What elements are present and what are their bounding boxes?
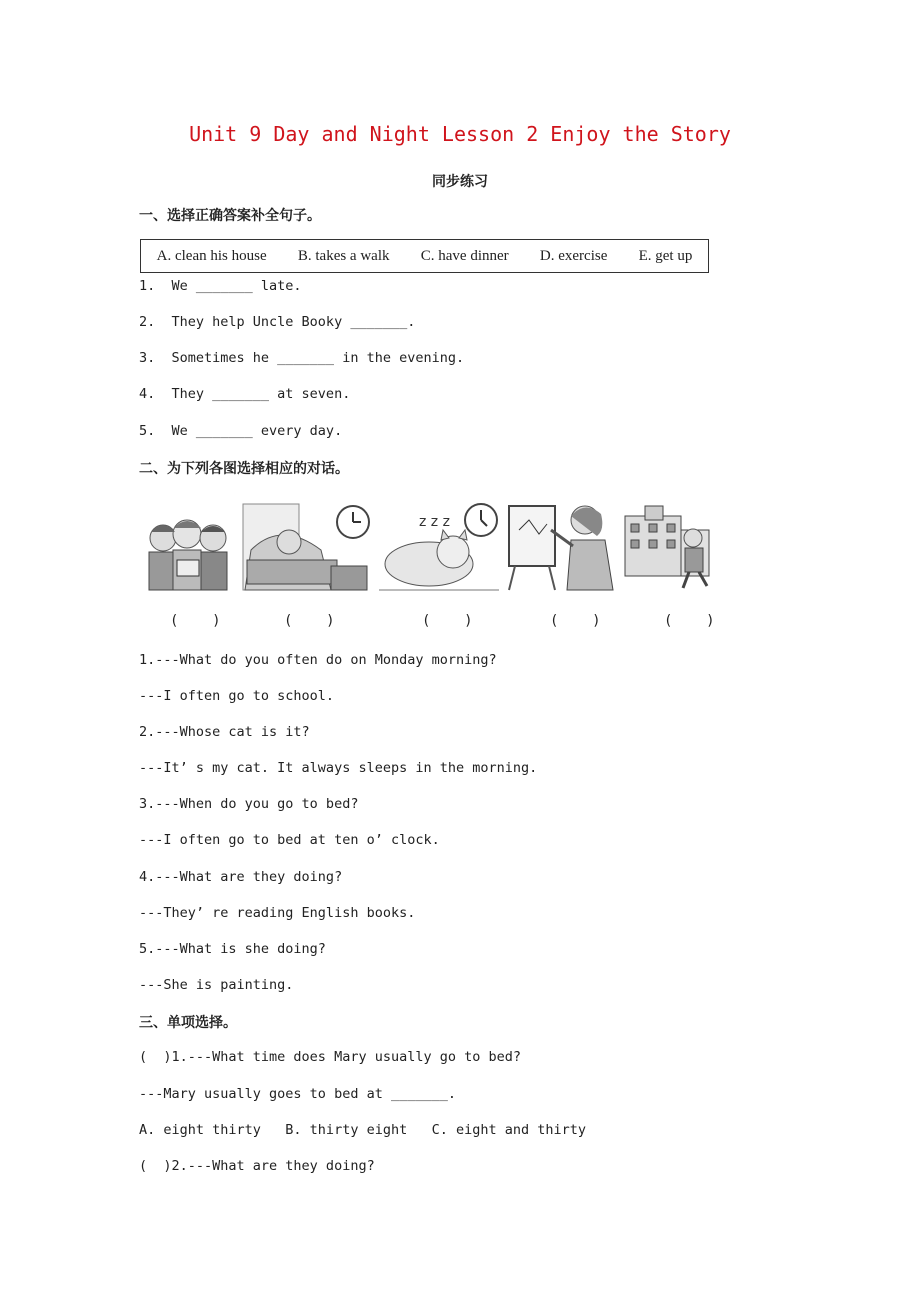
page-title: Unit 9 Day and Night Lesson 2 Enjoy the Story <box>189 122 731 146</box>
option-a: A. clean his house <box>156 247 267 264</box>
dialogue-line: 1.---What do you often do on Monday morning? <box>139 652 497 668</box>
answer-blank-2[interactable]: ( ) <box>284 613 335 629</box>
dialogue-line: ---I often go to bed at ten o’ clock. <box>139 832 440 848</box>
option-e: E. get up <box>638 247 693 264</box>
dialogue-line: 2.---Whose cat is it? <box>139 724 310 740</box>
cat-sleeping-picture <box>379 500 499 592</box>
svg-text:z z z: z z z <box>419 514 450 530</box>
s1-item-3: 3. Sometimes he _______ in the evening. <box>139 350 465 366</box>
section3-heading: 三、单项选择。 <box>139 1015 237 1031</box>
answer-blank-5[interactable]: ( ) <box>664 613 715 629</box>
answer-blank-4[interactable]: ( ) <box>550 613 601 629</box>
option-c: C. have dinner <box>420 247 509 264</box>
dialogue-line: ---It’ s my cat. It always sleeps in the morning. <box>139 760 538 776</box>
section1-heading: 一、选择正确答案补全句子。 <box>139 208 321 224</box>
children-reading-picture <box>143 500 235 592</box>
section2-heading: 二、为下列各图选择相应的对话。 <box>139 461 349 477</box>
s3-question-2: ( )2.---What are they doing? <box>139 1158 375 1174</box>
dialogue-line: 5.---What is she doing? <box>139 941 326 957</box>
option-d: D. exercise <box>539 247 608 264</box>
answer-blank-1[interactable]: ( ) <box>170 613 221 629</box>
dialogue-line: ---I often go to school. <box>139 688 335 704</box>
s3-answer-line: ---Mary usually goes to bed at _______. <box>139 1086 456 1102</box>
s3-choices: A. eight thirty B. thirty eight C. eight and thirty <box>139 1122 587 1138</box>
boy-going-to-school-picture <box>623 500 713 592</box>
options-box <box>140 239 709 273</box>
dialogue-line: ---She is painting. <box>139 977 294 993</box>
s1-item-2: 2. They help Uncle Booky _______. <box>139 314 416 330</box>
dialogue-line: 4.---What are they doing? <box>139 869 343 885</box>
dialogue-line: 3.---When do you go to bed? <box>139 796 359 812</box>
dialogue-line: ---They’ re reading English books. <box>139 905 416 921</box>
girl-painting-picture <box>505 500 619 592</box>
option-b: B. takes a walk <box>297 247 390 264</box>
s1-item-1: 1. We _______ late. <box>139 278 302 294</box>
answer-blank-3[interactable]: ( ) <box>422 613 473 629</box>
s1-item-4: 4. They _______ at seven. <box>139 386 351 402</box>
boy-sleeping-picture <box>241 500 373 592</box>
page-subtitle: 同步练习 <box>432 174 488 190</box>
s3-question-1: ( )1.---What time does Mary usually go to bed? <box>139 1049 522 1065</box>
s1-item-5: 5. We _______ every day. <box>139 423 343 439</box>
